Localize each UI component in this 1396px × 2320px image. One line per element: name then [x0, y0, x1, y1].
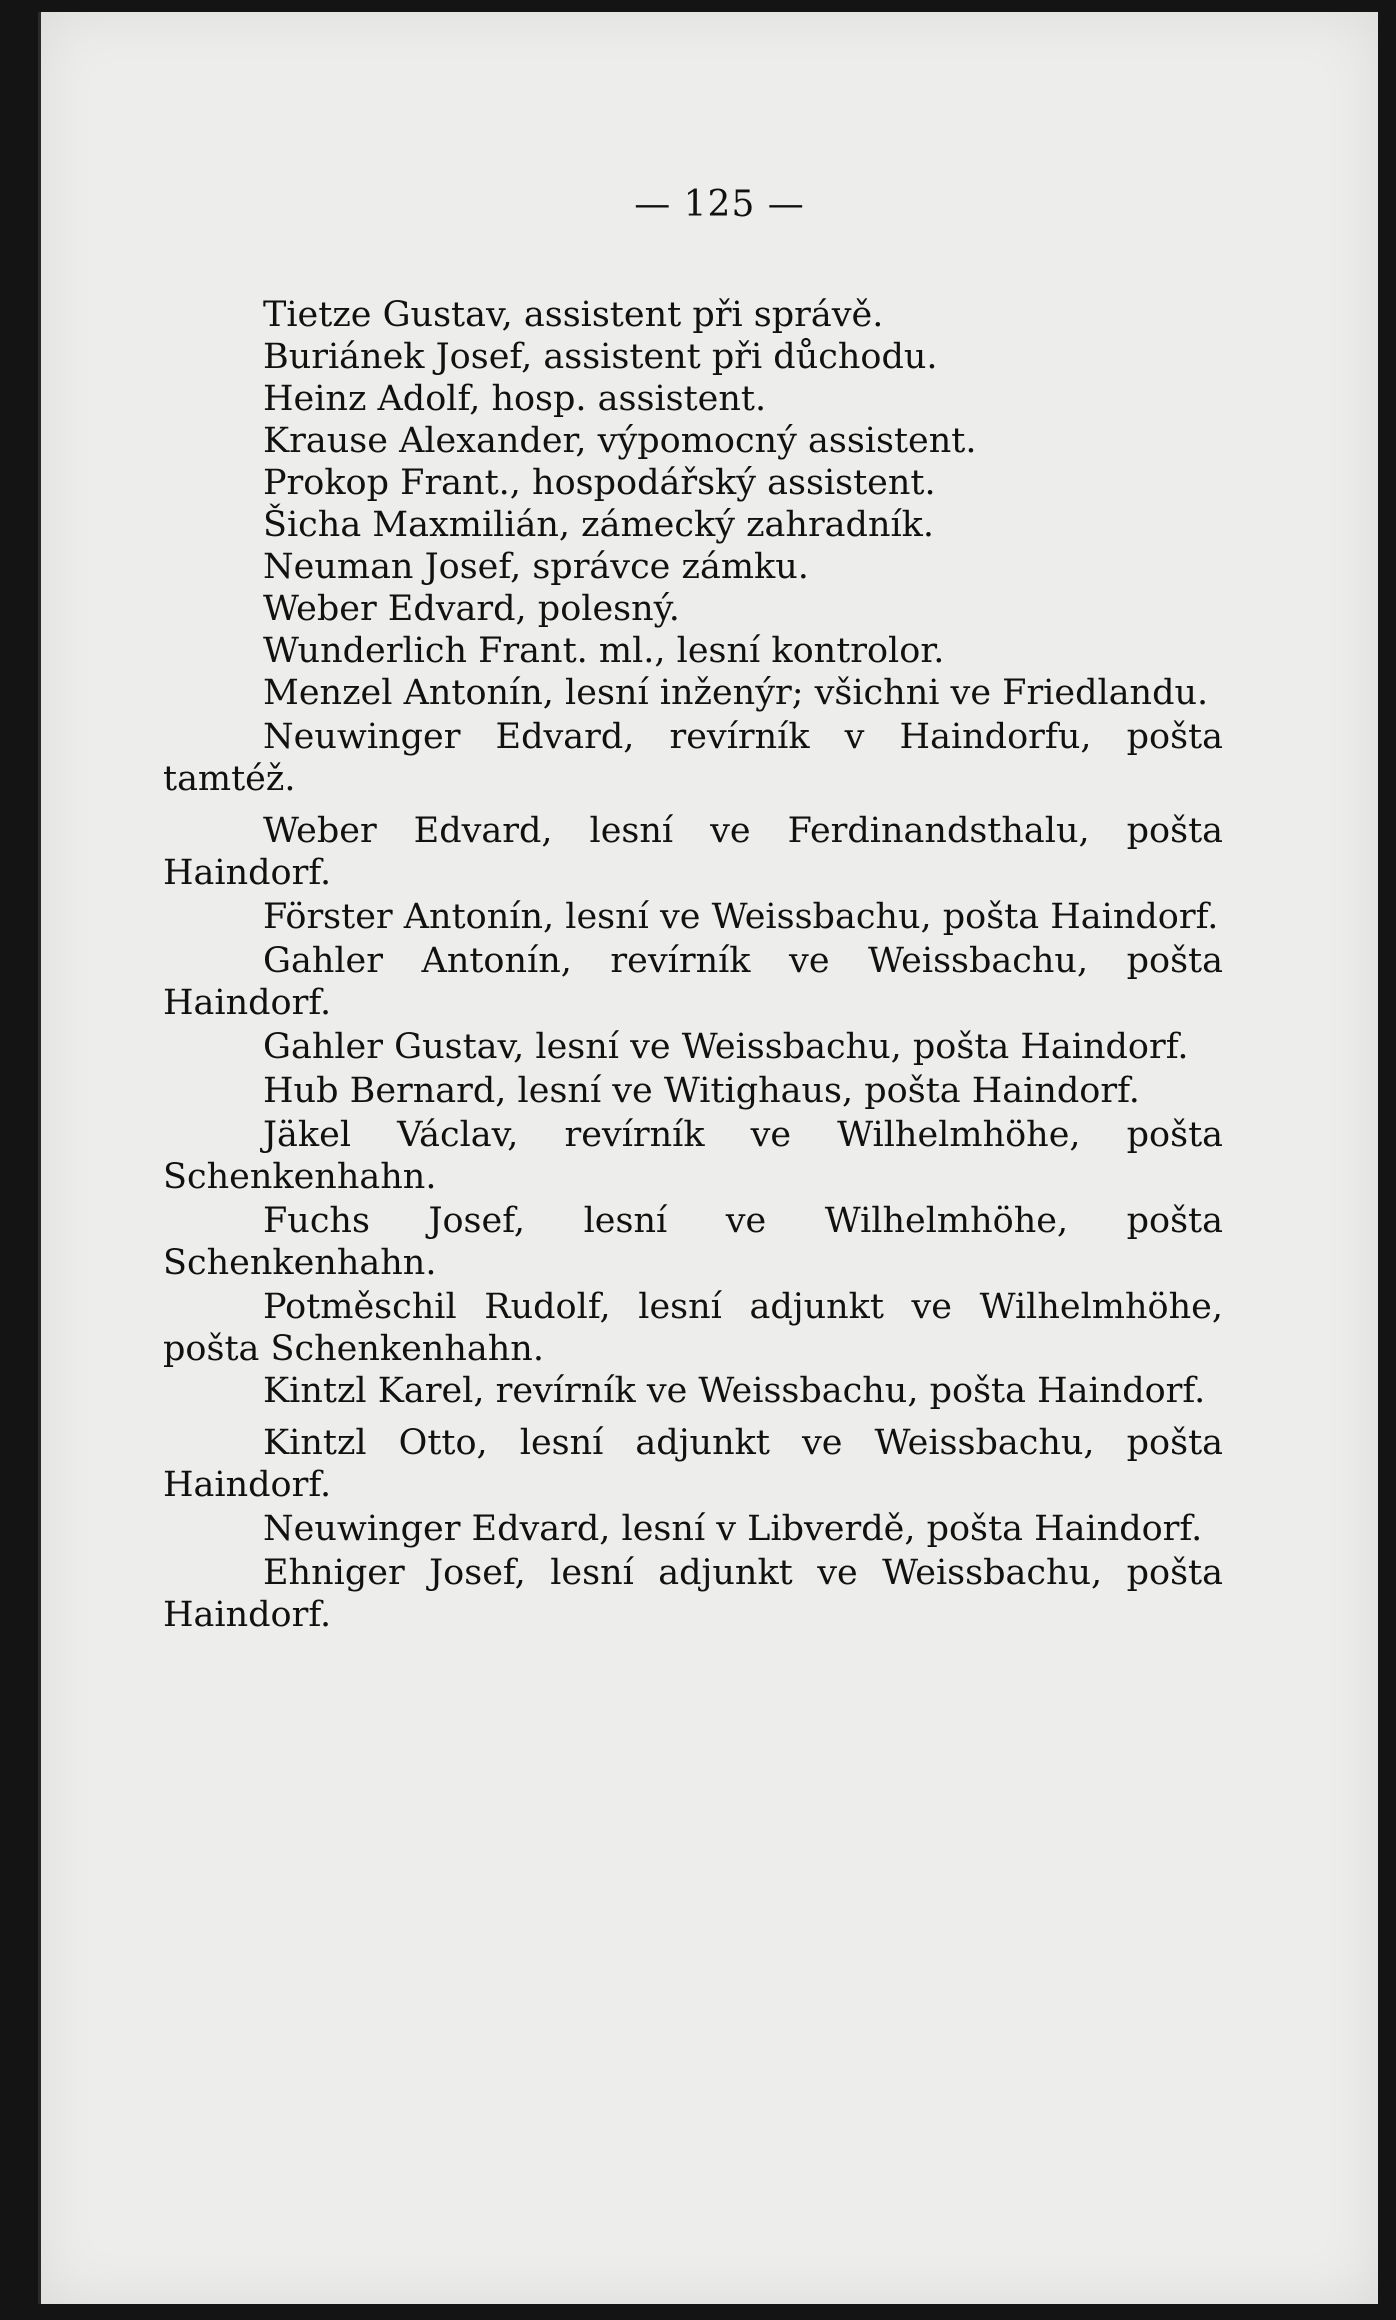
list-item: Weber Edvard, polesný. [263, 589, 680, 629]
list-item: Tietze Gustav, assistent při správě. [263, 295, 884, 335]
list-item: Ehniger Josef, lesní adjunkt ve Weissbachu, pošta Haindorf. [163, 1553, 1223, 1635]
list-item: Gahler Antonín, revírník ve Weissbachu, pošta Haindorf. [163, 941, 1223, 1023]
list-item: Neuwinger Edvard, revírník v Haindorfu, pošta tamtéž. [163, 717, 1223, 799]
list-item: Buriánek Josef, assistent při důchodu. [263, 337, 938, 377]
staff-list [163, 294, 1223, 1636]
page-number: — 125 — [634, 184, 805, 225]
list-item: Prokop Frant., hospodářský assistent. [263, 463, 936, 503]
book-page [38, 12, 1378, 2304]
list-item: Menzel Antonín, lesní inženýr; všichni ve Friedlandu. [263, 673, 1209, 713]
list-item: Fuchs Josef, lesní ve Wilhelmhöhe, pošta Schenkenhahn. [163, 1201, 1223, 1283]
list-item: Potměschil Rudolf, lesní adjunkt ve Wilhelmhöhe, pošta Schenkenhahn. [163, 1287, 1223, 1369]
list-item: Kintzl Otto, lesní adjunkt ve Weissbachu, pošta Haindorf. [163, 1423, 1223, 1505]
list-item: Gahler Gustav, lesní ve Weissbachu, pošta Haindorf. [263, 1027, 1189, 1067]
list-item: Krause Alexander, výpomocný assistent. [263, 421, 977, 461]
list-item: Šicha Maxmilián, zámecký zahradník. [263, 505, 935, 545]
list-item: Neuman Josef, správce zámku. [263, 547, 809, 587]
list-item: Hub Bernard, lesní ve Witighaus, pošta Haindorf. [263, 1071, 1140, 1111]
list-item: Kintzl Karel, revírník ve Weissbachu, pošta Haindorf. [263, 1371, 1206, 1411]
list-item: Weber Edvard, lesní ve Ferdinandsthalu, pošta Haindorf. [163, 811, 1223, 893]
list-item: Heinz Adolf, hosp. assistent. [263, 379, 767, 419]
list-item: Neuwinger Edvard, lesní v Libverdě, pošta Haindorf. [263, 1509, 1203, 1549]
list-item: Wunderlich Frant. ml., lesní kontrolor. [263, 631, 945, 671]
list-item: Jäkel Václav, revírník ve Wilhelmhöhe, pošta Schenkenhahn. [163, 1115, 1223, 1197]
list-item: Förster Antonín, lesní ve Weissbachu, pošta Haindorf. [263, 897, 1219, 937]
